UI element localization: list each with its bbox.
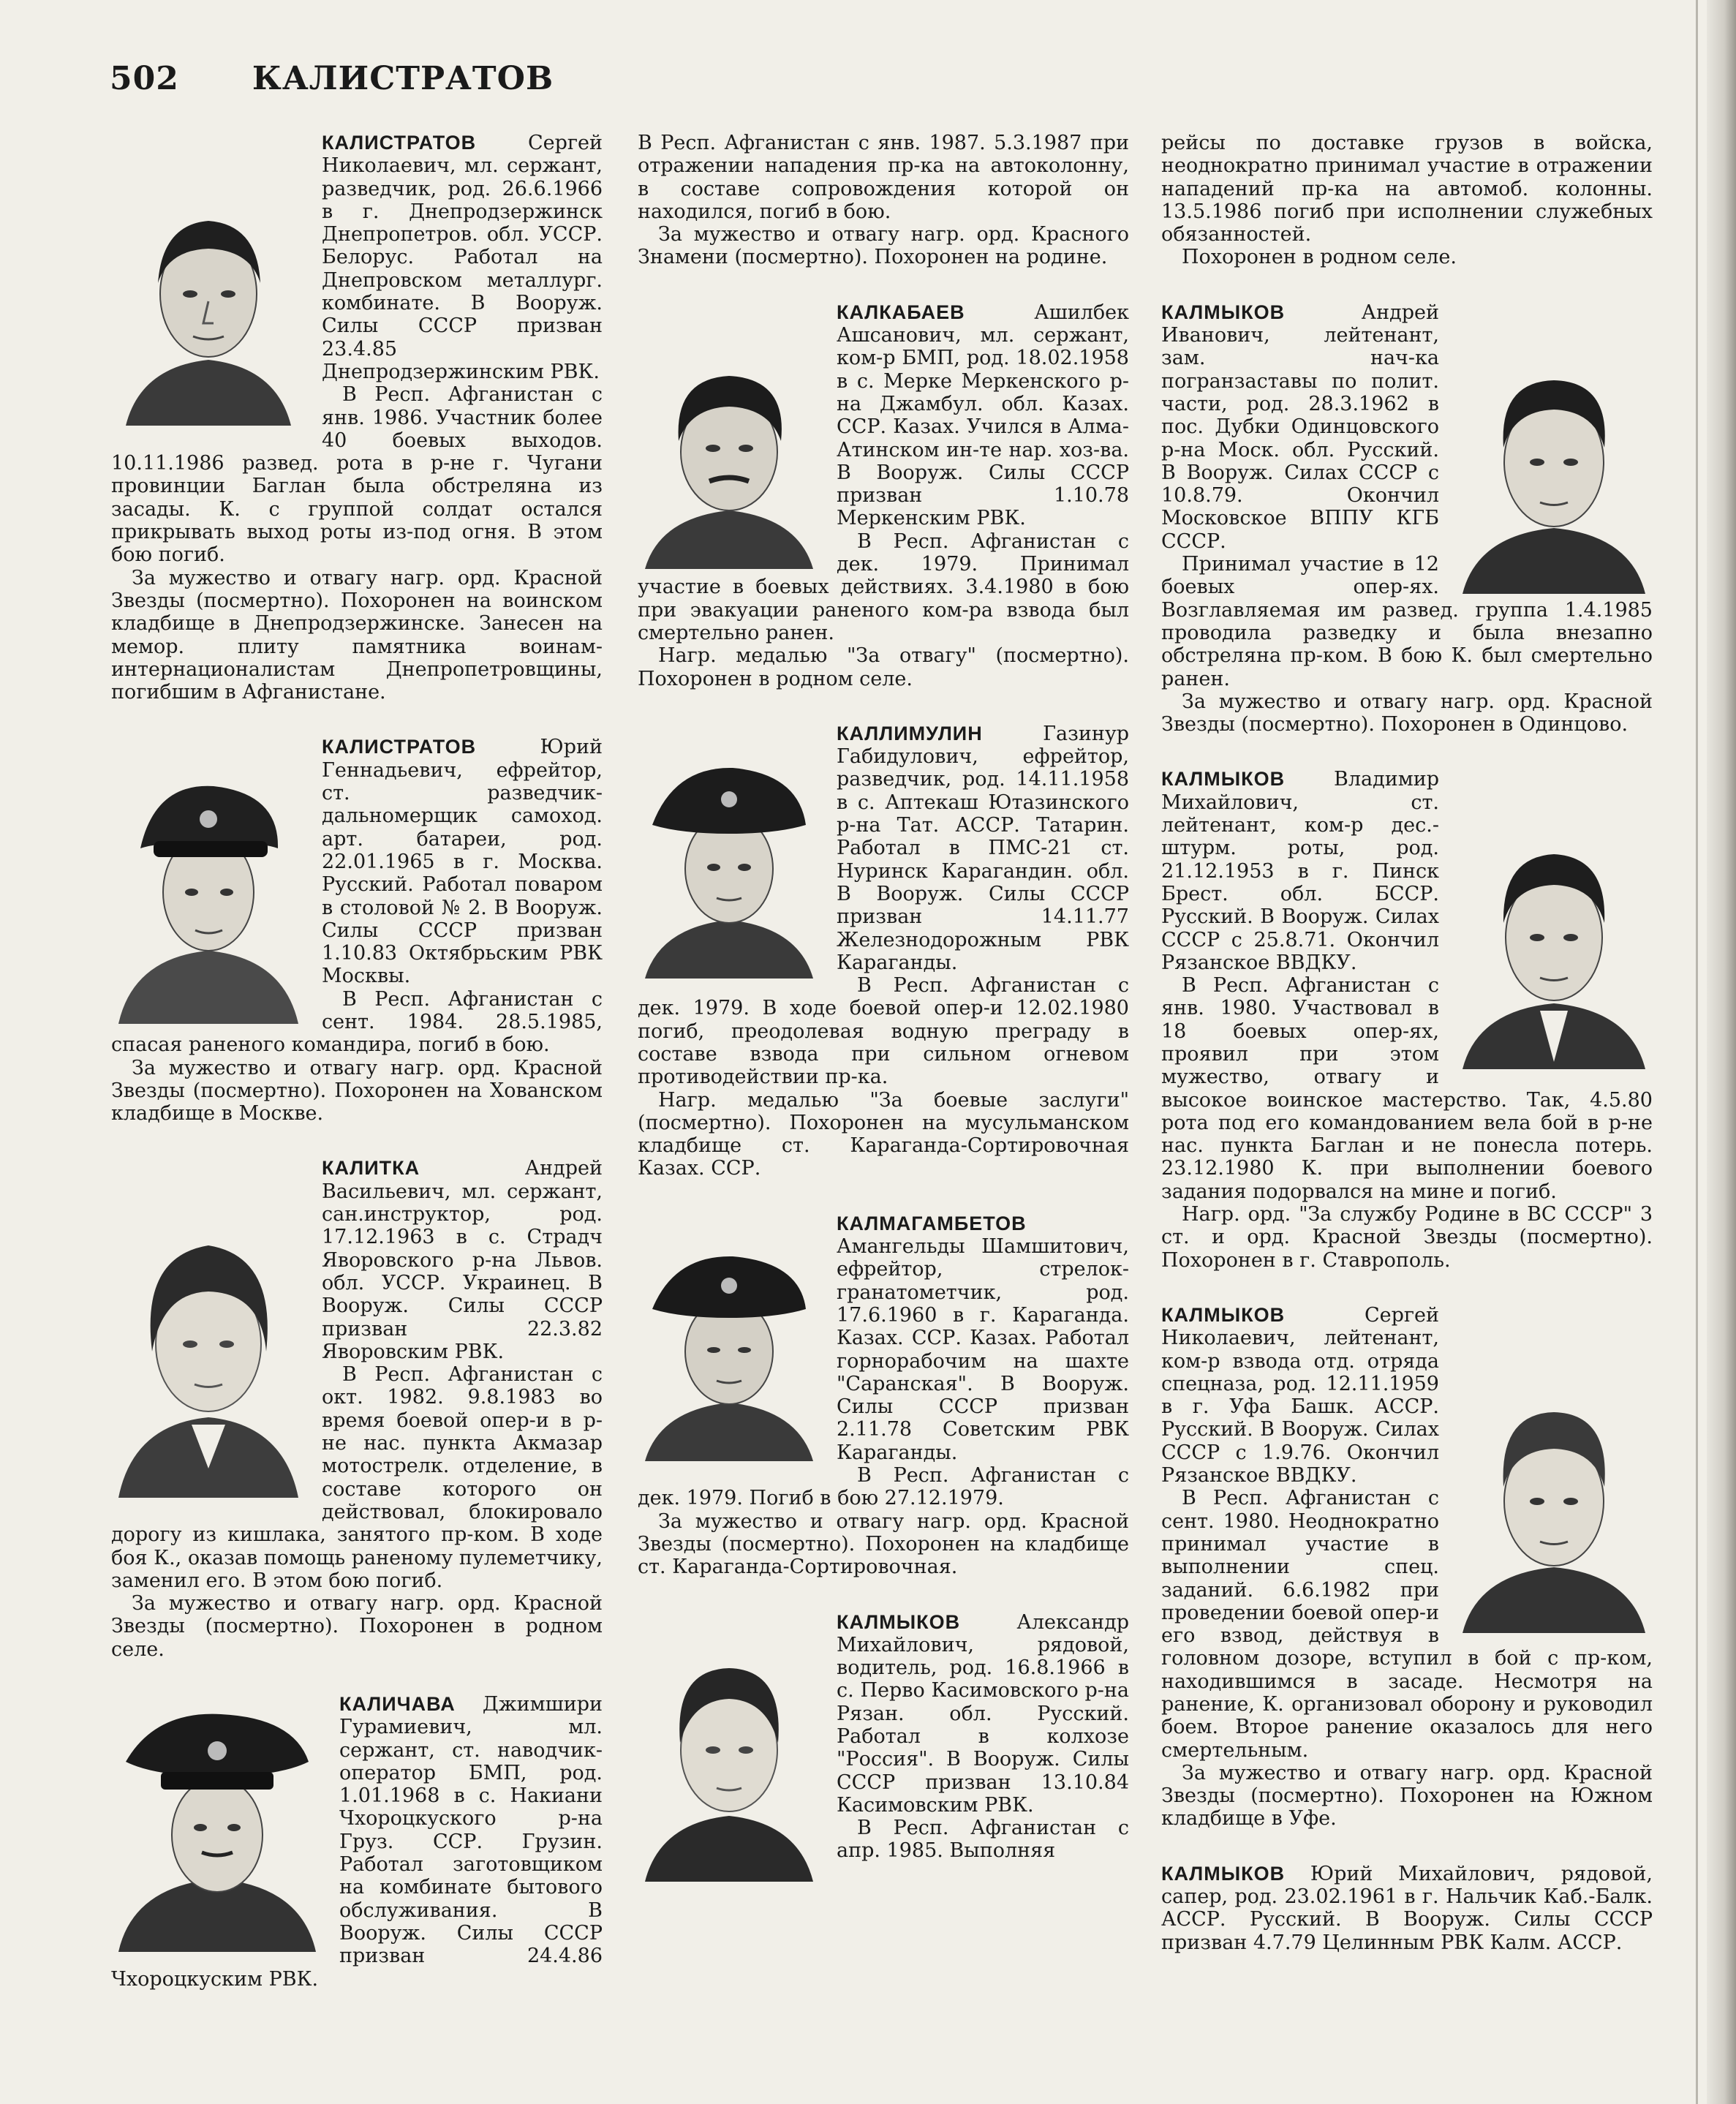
portrait-photo bbox=[111, 1696, 323, 1952]
portrait-graphic bbox=[111, 768, 306, 1024]
entry-surname: КАЛИСТРАТОВ bbox=[322, 132, 477, 154]
entry-surname: КАЛИТКА bbox=[322, 1157, 420, 1180]
page-edge bbox=[1707, 0, 1736, 2104]
entry-surname: КАЛМЫКОВ bbox=[1161, 1862, 1286, 1885]
column-3 bbox=[1161, 132, 1653, 1986]
entry-kalmykov-sergey bbox=[1161, 1304, 1653, 1830]
entry-surname: КАЛМЫКОВ bbox=[1161, 301, 1286, 323]
entry-intro: Андрей Васильевич, мл. сержант, сан.инструктор, род. 17.12.1963 в с. Страдч Яворовского р-на Львов. обл. УССР. Украинец. В Вооруж. Силы СССР призван 22.3.82 Яворовским РВК. bbox=[322, 1157, 603, 1363]
portrait-photo bbox=[111, 184, 306, 426]
entry-service: В Респ. Афганистан с янв. 1980. Участвовал в 18 боевых опер-ях, проявил при этом мужество, отвагу и высокое воинское мастерство. Так, 4.5.80 рота под его командованием вела бой в р-не нас. пункта Баглан и не понесла потерь. 23.12.1980 К. при выполнении боевого задания подорвался на мине и погиб. bbox=[1161, 974, 1653, 1203]
entry-intro: Андрей Иванович, лейтенант, зам. нач-ка погранзаставы по полит. части, род. 28.3.1962 в пос. Дубки Одинцовского р-на Моск. обл. Русский. В Вооруж. Силах СССР с 10.8.79. Окончил Московское ВППУ КГБ СССР. bbox=[1161, 301, 1439, 553]
entry-service: В Респ. Афганистан с апр. 1985. Выполняя bbox=[837, 1817, 1129, 1863]
entry-kallimulin-gazinur bbox=[638, 723, 1129, 1180]
entry-award: За мужество и отвагу нагр. орд. Красной Звезды (посмертно). Похоронен на кладбище ст. Караганда-Сортировочная. bbox=[638, 1509, 1129, 1579]
continuation-service: В Респ. Афганистан с янв. 1987. 5.3.1987 при отражении нападения пр-ка на автоколонну, в составе сопровождения которой он находился, погиб в бою. bbox=[638, 132, 1129, 223]
entry-kalistratov-sergey bbox=[111, 132, 603, 704]
entry-service: В Респ. Афганистан с сент. 1980. Неоднократно принимал участие в выполнении спец. заданий. 6.6.1982 при проведении боевой опер-и его взвод, действуя в головном дозоре, вступил в бой с пр-ком, находившимся в засаде. Несмотря на ранение, К. организовал оборону и руководил боем. Второе ранение оказалось для него смертельным. bbox=[1161, 1487, 1653, 1762]
continuation-burial: Похоронен в родном селе. bbox=[1182, 246, 1457, 269]
entry-intro: Сергей Николаевич, мл. сержант, разведчик, род. 26.6.1966 в г. Днепродзержинск Днепропетров. обл. УССР. Белорус. Работал на Днепровском металлург. комбинате. В Вооруж. Силы СССР призван 23.4.85 Днепродзержинским РВК. bbox=[322, 132, 603, 383]
entry-kalmykov-aleksandr bbox=[638, 1611, 1129, 1863]
entry-service: В Респ. Афганистан с янв. 1986. Участник более 40 боевых выходов. 10.11.1986 развед. рота в р-не г. Чугани провинции Баглан была обстреляна из засады. К. с группой солдат остался прикрывать выход роты из-под огня. В этом бою погиб. bbox=[111, 383, 603, 567]
entry-service: В Респ. Афганистан с сент. 1984. 28.5.1985, спасая раненого командира, погиб в бою. bbox=[111, 987, 603, 1057]
portrait-photo bbox=[638, 1242, 820, 1461]
entry-kalistratov-yuriy bbox=[111, 736, 603, 1125]
column-1-content bbox=[111, 132, 603, 2023]
portrait-graphic bbox=[638, 1633, 820, 1882]
page-number: 502 bbox=[110, 60, 179, 97]
entry-surname: КАЛМЫКОВ bbox=[1161, 1303, 1286, 1326]
entry-intro: Амангельды Шамшитович, ефрейтор, стрелок-гранатометчик, род. 17.6.1960 в г. Караганда. Казах. ССР. Казах. Работал горнорабочим на шахте "Саранская". В Вооруж. Силы СССР призван 2.11.78 Советским РВК Караганды. bbox=[837, 1235, 1129, 1464]
entry-kalmykov-yuriy bbox=[1161, 1863, 1653, 1954]
entry-service: В Респ. Афганистан с дек. 1979. Погиб в бою 27.12.1979. bbox=[638, 1464, 1129, 1510]
portrait-photo bbox=[638, 350, 820, 569]
portrait-photo bbox=[1455, 1384, 1653, 1633]
continuation-service: рейсы по доставке грузов в войска, неоднократно принимал участие в отражении нападений пр-ка на автомоб. колонны. 13.5.1986 погиб при исполнении служебных обязанностей. bbox=[1161, 132, 1653, 246]
entry-service: В Респ. Афганистан с дек. 1979. Принимал участие в боевых действиях. 3.4.1980 в бою при эвакуации раненого ком-ра взвода был смертельно ранен. bbox=[638, 529, 1129, 644]
entry-kalitka-andrey bbox=[111, 1157, 603, 1661]
entry-award: За мужество и отвагу нагр. орд. Красной Звезды (посмертно). Похоронен на Южном кладбище в Уфе. bbox=[1161, 1761, 1653, 1830]
entry-award: Нагр. медалью "За боевые заслуги" (посмертно). Похоронен на мусульманском кладбище ст. Караганда-Сортировочная Казах. ССР. bbox=[638, 1088, 1129, 1180]
entry-surname: КАЛМАГАМБЕТОВ bbox=[837, 1212, 1027, 1234]
entry-intro: Газинур Габидулович, ефрейтор, разведчик, род. 14.11.1958 в с. Аптекаш Ютазинского р-на Тат. АССР. Татарин. Работал в ПМС-21 ст. Нуринск Карагандин. обл. В Вооруж. Силы СССР призван 14.11.77 Железнодорожным РВК Караганды. bbox=[837, 722, 1129, 974]
entry-intro: Владимир Михайлович, ст. лейтенант, ком-р дес.-штурм. роты, род. 21.12.1953 в г. Пинск Брест. обл. БССР. Русский. В Вооруж. Силах СССР с 25.8.71. Окончил Рязанское ВВДКУ. bbox=[1161, 768, 1439, 974]
entry-award: За мужество и отвагу нагр. орд. Красной Звезды (посмертно). Похоронен на Хованском кладбище в Москве. bbox=[111, 1056, 603, 1125]
portrait-graphic bbox=[111, 184, 306, 426]
portrait-photo bbox=[638, 752, 820, 979]
entry-kalmykov-vladimir bbox=[1161, 768, 1653, 1272]
entry-surname: КАЛЛИМУЛИН bbox=[837, 722, 983, 744]
portrait-graphic bbox=[111, 1696, 323, 1952]
entry-service: В Респ. Афганистан с окт. 1982. 9.8.1983 во время боевой опер-и в р-не нас. пункта Акмазар мотострелк. отделение, в составе которого он действовал, блокировало дорогу из кишлака, занятого пр-ком. В ходе боя К., оказав помощь раненому пулеметчику, заменил его. В этом бою погиб. bbox=[111, 1363, 603, 1592]
portrait-photo bbox=[111, 1205, 306, 1498]
portrait-photo bbox=[1455, 352, 1653, 594]
entry-intro: Сергей Николаевич, лейтенант, ком-р взвода отд. отряда спецназа, род. 12.11.1959 в г. Уфа Башк. АССР. Русский. В Вооруж. Силах СССР с 1.9.76. Окончил Рязанское ВВДКУ. bbox=[1161, 1303, 1439, 1487]
entry-surname: КАЛКАБАЕВ bbox=[837, 301, 965, 323]
entry-intro: Джимшири Гурамиевич, мл. сержант, ст. наводчик-оператор БМП, род. 1.01.1968 в с. Накиани Чхороцкуского р-на Груз. ССР. Грузин. Работал заготовщиком на комбинате бытового обслуживания. В Вооруж. Силы СССР призван 24.4.86 Чхороцкуским РВК. bbox=[111, 1693, 603, 1991]
portrait-graphic bbox=[1455, 352, 1653, 594]
continuation-award: За мужество и отвагу нагр. орд. Красного Знамени (посмертно). Похоронен на родине. bbox=[638, 223, 1129, 269]
entry-surname: КАЛИЧАВА bbox=[339, 1693, 456, 1715]
portrait-graphic bbox=[1455, 1384, 1653, 1633]
entry-kalmagambetov-amangeldy bbox=[638, 1213, 1129, 1579]
portrait-graphic bbox=[1455, 828, 1653, 1069]
portrait-photo bbox=[1455, 828, 1653, 1069]
entry-kalichava-dzhimshiri bbox=[111, 1693, 603, 1991]
entry-kalmykov-andrey bbox=[1161, 301, 1653, 736]
portrait-photo bbox=[638, 1633, 820, 1882]
entry-award: За мужество и отвагу нагр. орд. Красной Звезды (посмертно). Похоронен в родном селе. bbox=[111, 1592, 603, 1661]
entry-intro: Юрий Геннадьевич, ефрейтор, ст. разведчик-дальномерщик самоход. арт. батареи, род. 22.01.1965 в г. Москва. Русский. Работал поваром в столовой № 2. В Вооруж. Силы СССР призван 1.10.83 Октябрьским РВК Москвы. bbox=[322, 736, 603, 988]
entry-service: Принимал участие в 12 боевых опер-ях. Возглавляемая им развед. группа 1.4.1985 проводила разведку и была внезапно обстреляна пр-ком. В бою К. был смертельно ранен. bbox=[1161, 553, 1653, 690]
entry-intro: Александр Михайлович, рядовой, водитель, род. 16.8.1966 в с. Перво Касимовского р-на Рязан. обл. Русский. Работал в колхозе "Россия". В Вооруж. Силы СССР призван 13.10.84 Касимовским РВК. bbox=[837, 1610, 1129, 1817]
entry-kalkabaev-ashilbek bbox=[638, 301, 1129, 690]
page-edge-line bbox=[1696, 0, 1698, 2104]
entry-intro: Ашилбек Ашсанович, мл. сержант, ком-р БМП, род. 18.02.1958 в с. Мерке Меркенского р-на Джамбул. обл. Казах. ССР. Казах. Учился в Алма-Атинском ин-те нар. хоз-ва. В Вооруж. Силы СССР призван 1.10.78 Меркенским РВК. bbox=[837, 301, 1129, 530]
entry-service: В Респ. Афганистан с дек. 1979. В ходе боевой опер-и 12.02.1980 погиб, преодолевая водную преграду в составе взвода при сильном огневом противодействии пр-ка. bbox=[638, 974, 1129, 1089]
page-header bbox=[110, 60, 554, 111]
entry-award: Нагр. медалью "За отвагу" (посмертно). Похоронен в родном селе. bbox=[638, 644, 1129, 690]
entry-award: За мужество и отвагу нагр. орд. Красной Звезды (посмертно). Похоронен в Одинцово. bbox=[1161, 690, 1653, 736]
running-head: КАЛИСТРАТОВ bbox=[252, 60, 554, 97]
entry-continuation bbox=[638, 132, 1129, 269]
portrait-photo bbox=[111, 768, 306, 1024]
entry-surname: КАЛМЫКОВ bbox=[837, 1610, 961, 1633]
entry-continuation bbox=[1161, 132, 1653, 269]
portrait-graphic bbox=[638, 350, 820, 569]
entry-award: За мужество и отвагу нагр. орд. Красной Звезды (посмертно). Похоронен на воинском кладбище в Днепродзержинске. Занесен на мемор. плиту памятника воинам-интернационалистам Днепропетровщины, погибшим в Афганистане. bbox=[111, 566, 603, 704]
entry-surname: КАЛМЫКОВ bbox=[1161, 768, 1286, 791]
portrait-graphic bbox=[638, 1242, 820, 1461]
entry-surname: КАЛИСТРАТОВ bbox=[322, 736, 477, 758]
portrait-graphic bbox=[111, 1205, 306, 1498]
column-2 bbox=[638, 132, 1129, 1895]
portrait-graphic bbox=[638, 752, 820, 979]
entry-intro: Юрий Михайлович, рядовой, сапер, род. 23.02.1961 в г. Нальчик Каб.-Балк. АССР. Русский. В Вооруж. Силы СССР призван 4.7.79 Целинным РВК Калм. АССР. bbox=[1161, 1862, 1653, 1954]
entry-award: Нагр. орд. "За службу Родине в ВС СССР" 3 ст. и орд. Красной Звезды (посмертно). Похоронен в г. Ставрополь. bbox=[1161, 1203, 1653, 1272]
